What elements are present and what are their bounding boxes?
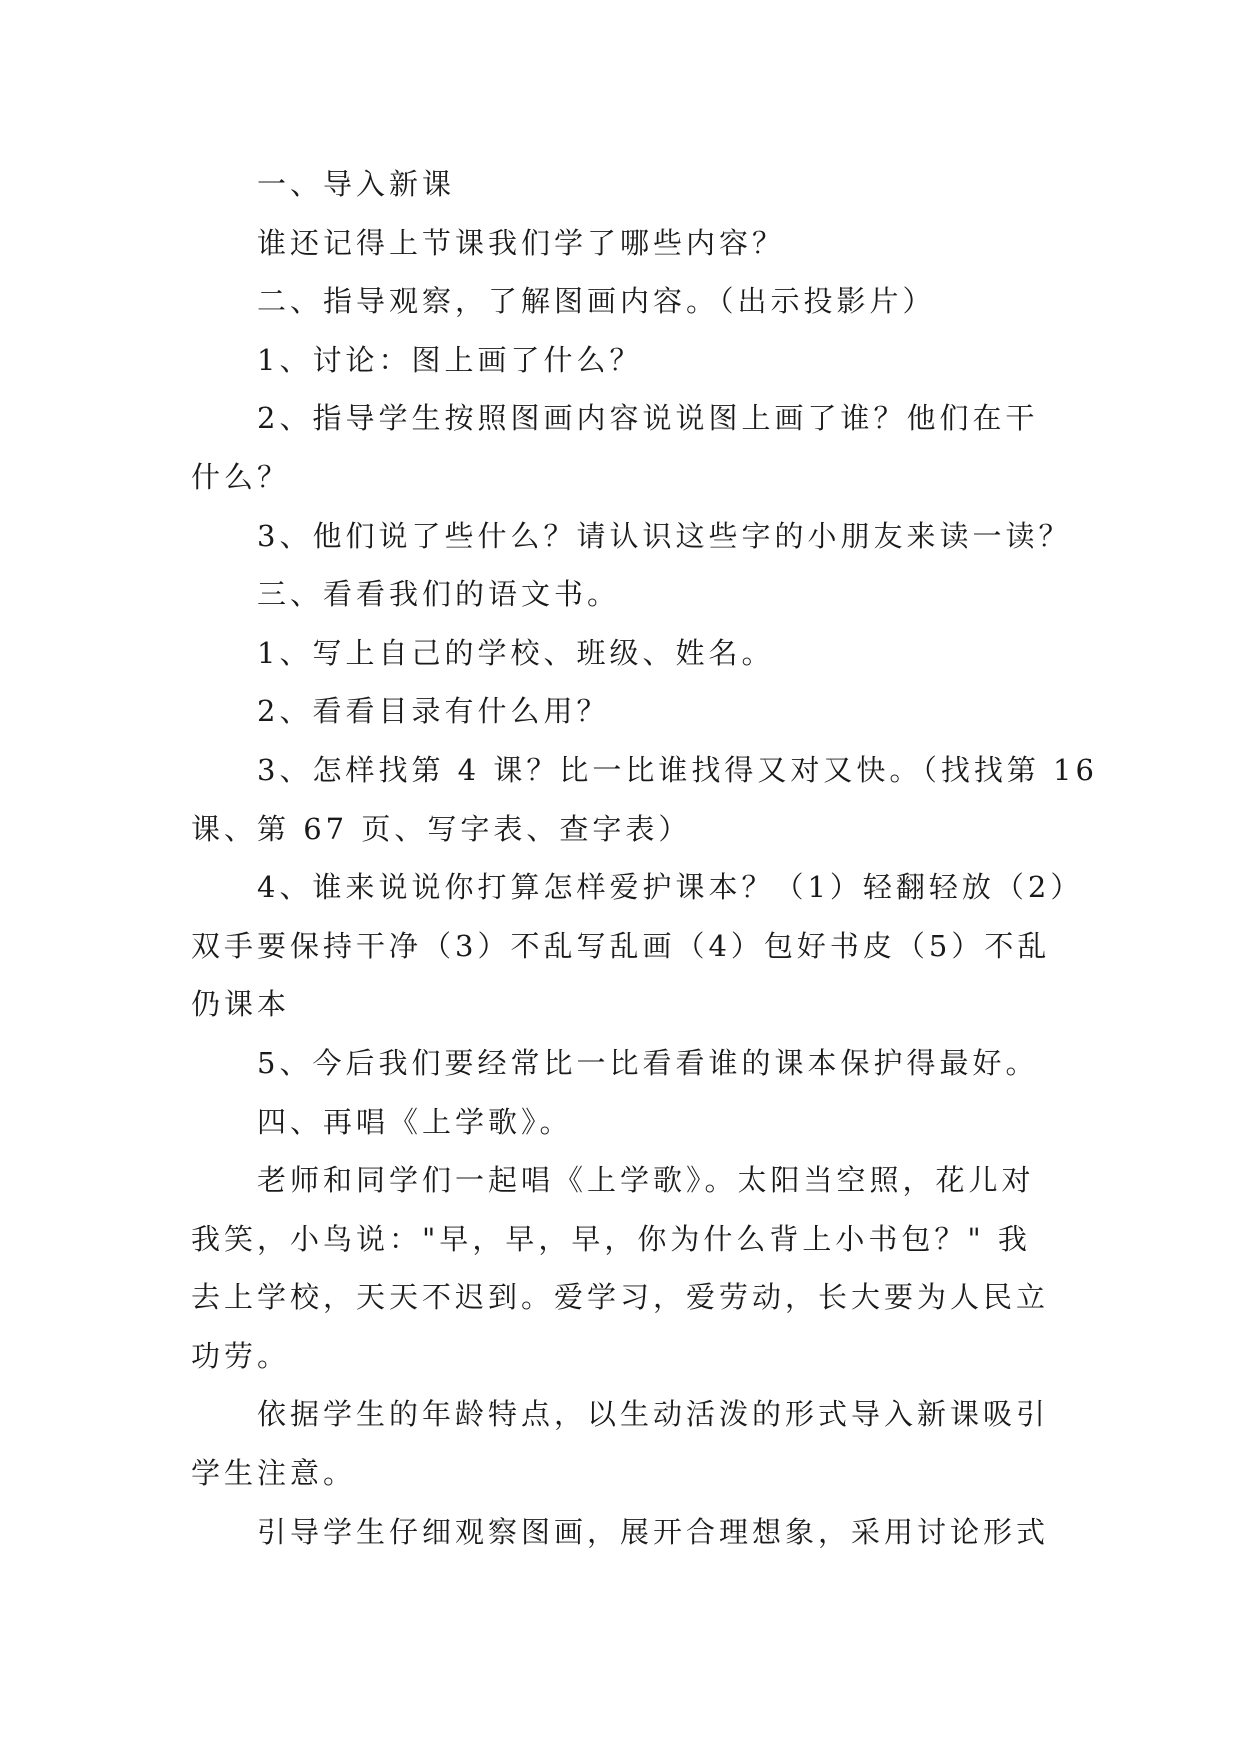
text-line: 二、指导观察，了解图画内容。（出示投影片） [257, 284, 936, 319]
text-line: 仍课本 [191, 987, 291, 1022]
text-line: 功劳。 [191, 1338, 291, 1373]
paragraph [191, 331, 1071, 390]
text-line: 依据学生的年龄特点，以生动活泼的形式导入新课吸引 [257, 1397, 1050, 1432]
paragraph-song-lyrics [191, 1151, 1071, 1385]
paragraph [191, 1503, 1071, 1562]
text-line: 引导学生仔细观察图画，展开合理想象，采用讨论形式 [257, 1514, 1050, 1549]
text-line: 老师和同学们一起唱《上学歌》。太阳当空照，花儿对 [257, 1163, 1035, 1198]
paragraph [191, 1385, 1071, 1502]
text-line: 三、看看我们的语文书。 [257, 577, 621, 612]
text-line: 什么？ [191, 459, 291, 494]
text-line: 课、第 67 页、写字表、查字表） [191, 811, 692, 846]
paragraph [191, 682, 1071, 741]
text-line: 1、写上自己的学校、班级、姓名。 [257, 635, 775, 670]
text-line: 四、再唱《上学歌》。 [257, 1104, 573, 1139]
paragraph-heading-1 [191, 155, 1071, 214]
text-line: 谁还记得上节课我们学了哪些内容？ [257, 225, 786, 260]
text-line: 2、看看目录有什么用？ [257, 694, 610, 729]
paragraph [191, 389, 1071, 506]
paragraph-heading-2 [191, 272, 1071, 331]
text-line: 我笑，小鸟说："早，早，早，你为什么背上小书包？" 我 [191, 1221, 1031, 1256]
text-line: 1、讨论：图上画了什么？ [257, 342, 643, 377]
paragraph [191, 741, 1098, 858]
text-line: 2、指导学生按照图画内容说说图上画了谁？他们在干 [257, 401, 1039, 436]
paragraph [191, 507, 1071, 566]
paragraph-heading-3 [191, 565, 1071, 624]
paragraph-heading-4 [191, 1093, 1071, 1152]
document-body [191, 155, 1098, 1561]
text-line: 双手要保持干净（3）不乱写乱画（4）包好书皮（5）不乱 [191, 928, 1051, 963]
text-line: 5、今后我们要经常比一比看看谁的课本保护得最好。 [257, 1045, 1039, 1080]
text-line: 3、怎样找第 4 课？比一比谁找得又对又快。（找找第 16 [257, 752, 1098, 787]
text-line: 学生注意。 [191, 1456, 357, 1491]
paragraph [191, 1034, 1071, 1093]
text-line: 去上学校，天天不迟到。爱学习，爱劳动，长大要为人民立 [191, 1280, 1050, 1315]
paragraph [191, 214, 1071, 273]
text-line: 一、导入新课 [257, 167, 456, 201]
text-line: 3、他们说了些什么？请认识这些字的小朋友来读一读？ [257, 518, 1072, 553]
paragraph [191, 624, 1071, 683]
text-line: 4、谁来说说你打算怎样爱护课本？（1）轻翻轻放（2） [257, 870, 1084, 905]
paragraph [191, 858, 1084, 1034]
